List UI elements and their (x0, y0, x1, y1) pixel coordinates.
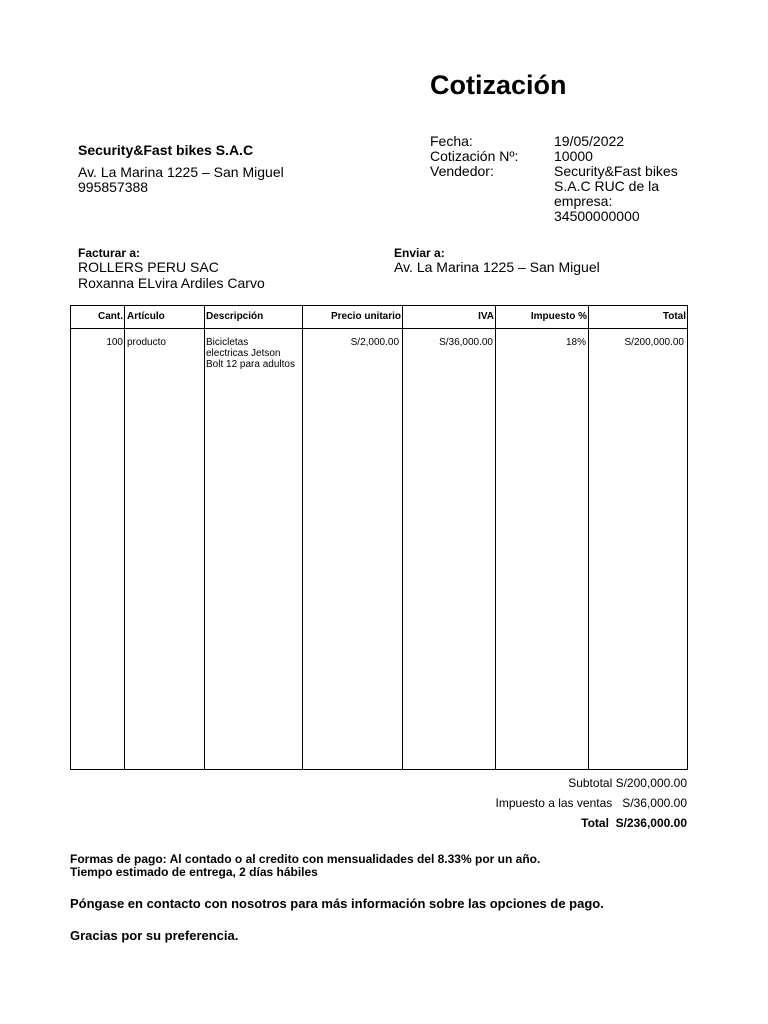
seller-line-2: S.A.C RUC de la (554, 178, 660, 194)
seller-label: Vendedor: (430, 163, 494, 179)
col-header-cant: Cant. (98, 311, 123, 322)
cell-descripcion-line: Bicicletas (206, 337, 249, 348)
tax-row (496, 796, 687, 810)
company-phone: 995857388 (78, 179, 149, 195)
bill-to-line-1: ROLLERS PERU SAC (78, 259, 219, 275)
cell-iva: S/36,000.00 (439, 337, 493, 348)
cell-descripcion (206, 337, 302, 370)
bill-to-line-2: Roxanna ELvira Ardiles Carvo (78, 275, 265, 291)
cell-descripcion-line: Bolt 12 para adultos (206, 359, 295, 370)
col-header-descripcion: Descripción (206, 311, 264, 322)
col-header-precio: Precio unitario (330, 311, 401, 322)
ship-to-line-1: Av. La Marina 1225 – San Miguel (394, 259, 600, 275)
seller-line-3: empresa: (554, 193, 613, 209)
date-label: Fecha: (430, 133, 473, 149)
total-value: S/236,000.00 (615, 816, 687, 830)
column-divider (495, 306, 496, 769)
cell-cant: 100 (106, 337, 123, 348)
payment-terms: Formas de pago: Al contado o al credito con mensualidades del 8.33% por un año. (70, 852, 541, 866)
column-divider (302, 306, 303, 769)
date-value: 19/05/2022 (554, 133, 625, 149)
col-header-impuesto: Impuesto % (530, 311, 587, 322)
thanks-note: Gracias por su preferencia. (70, 928, 239, 943)
quote-number-value: 10000 (554, 148, 593, 164)
column-divider (124, 306, 125, 769)
col-header-iva: IVA (478, 311, 494, 322)
seller-line-1: Security&Fast bikes (554, 163, 678, 179)
subtotal-row (568, 776, 687, 790)
delivery-time: Tiempo estimado de entrega, 2 días hábiles (70, 865, 318, 879)
company-name: Security&Fast bikes S.A.C (78, 142, 254, 158)
cell-articulo: producto (127, 337, 166, 348)
column-divider (204, 306, 205, 769)
total-row (581, 816, 687, 830)
subtotal-label: Subtotal (568, 776, 613, 790)
column-divider (402, 306, 403, 769)
items-table (70, 305, 688, 770)
cell-descripcion-line: electricas Jetson (206, 348, 281, 359)
quote-number-label: Cotización Nº: (430, 148, 519, 164)
contact-note: Póngase en contacto con nosotros para más información sobre las opciones de pago. (70, 896, 604, 911)
column-divider (588, 306, 589, 769)
cell-total: S/200,000.00 (624, 337, 684, 348)
subtotal-value: S/200,000.00 (615, 776, 687, 790)
col-header-articulo: Artículo (127, 311, 165, 322)
bill-to-label: Facturar a: (78, 246, 141, 260)
company-address: Av. La Marina 1225 – San Miguel (78, 164, 284, 180)
col-header-total: Total (662, 311, 686, 322)
ship-to-label: Enviar a: (394, 246, 445, 260)
document-title: Cotización (430, 70, 567, 100)
seller-line-4: 34500000000 (554, 208, 640, 224)
total-label: Total (581, 816, 609, 830)
cell-precio: S/2,000.00 (350, 337, 399, 348)
tax-label: Impuesto a las ventas (495, 796, 613, 810)
cell-impuesto: 18% (565, 337, 586, 348)
tax-value: S/36,000.00 (622, 796, 687, 810)
